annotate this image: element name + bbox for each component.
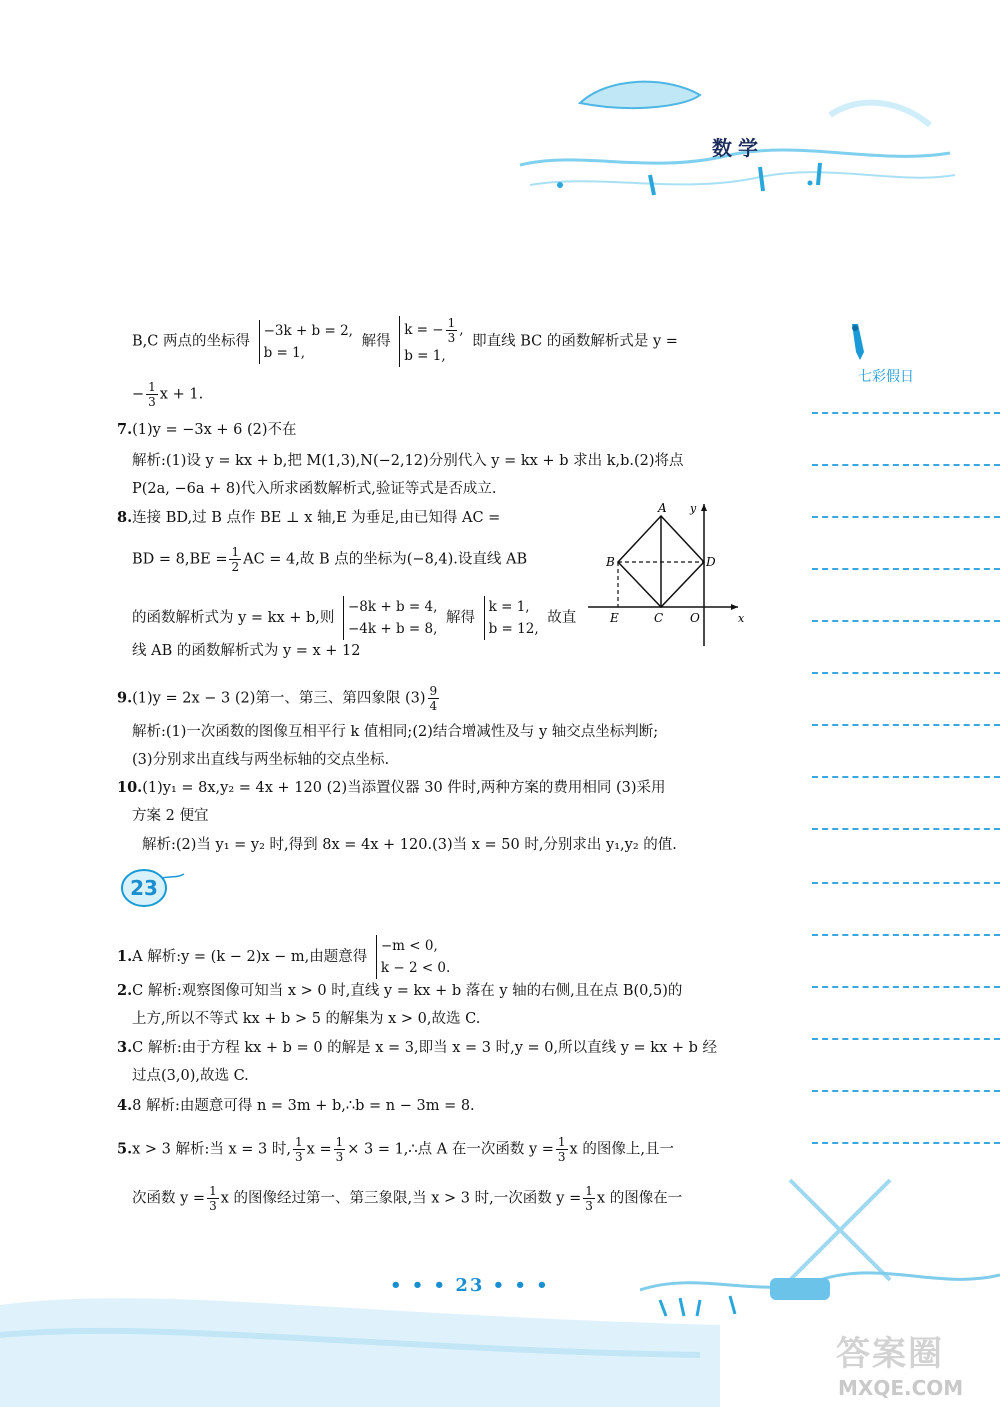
label-x: x (738, 612, 745, 625)
sidebar-label: 七彩假日 (858, 369, 914, 385)
section-number: 23 (130, 876, 158, 900)
pen-icon (846, 322, 870, 362)
answer-line: 线 AB 的函数解析式为 y = x + 12 (132, 643, 361, 659)
question-5: 5.x > 3 解析:当 x = 3 时, $\frac{1}{3}$ x = $\frac{1}{3}$ × 3 = 1,∴点 A 在一次函数 y = $\frac{1}{3}$ x 的图像上,且一 (117, 1135, 674, 1164)
question-4: 4.8 解析:由题意可得 n = 3m + b,∴b = n − 3m = 8. (117, 1097, 475, 1114)
label-e: E (610, 611, 619, 625)
label-a: A (658, 501, 667, 515)
note-line (812, 776, 1000, 778)
label-d: D (706, 555, 716, 569)
answer-line: P(2a, −6a + 8)代入所求函数解析式,验证等式是否成立. (132, 481, 497, 497)
note-line (812, 672, 1000, 674)
note-line (812, 568, 1000, 570)
answer-line: − $\frac{1}{3}$ x + 1. (132, 380, 204, 409)
note-line (812, 620, 1000, 622)
answer-line: BD = 8,BE = $\frac{1}{2}$ AC = 4,故 B 点的坐标为(−8,4).设直线 AB (132, 545, 528, 574)
page-number: • • • 23 • • • (390, 1275, 550, 1296)
watermark-url: MXQE.COM (838, 1376, 964, 1400)
note-line (812, 516, 1000, 518)
question-2: 2.C 解析:观察图像可知当 x > 0 时,直线 y = kx + b 落在 y 轴的右侧,且在点 B(0,5)的 (117, 982, 683, 999)
coordinate-figure (588, 500, 748, 650)
question-1: 1.A 解析:y = (k − 2)x − m,由题意得 −m < 0, k − 2 < 0. (117, 935, 454, 979)
note-line (812, 464, 1000, 466)
label-b: B (606, 555, 615, 569)
label-o: O (690, 611, 700, 625)
answer-line: 解析:(1)设 y = kx + b,把 M(1,3),N(−2,12)分别代入 y = kx + b 求出 k,b.(2)将点 (132, 453, 684, 469)
answer-line: 的函数解析式为 y = kx + b,则 −8k + b = 4, −4k + b = 8, 解得 k = 1, b = 12, 故直 (132, 596, 576, 640)
answer-line: 解析:(1)一次函数的图像互相平行 k 值相同;(2)结合增减性及与 y 轴交点坐标判断; (132, 724, 659, 740)
note-line (812, 724, 1000, 726)
note-line (812, 1142, 1000, 1144)
note-line (812, 412, 1000, 414)
label-y: y (690, 502, 697, 515)
answer-line: 次函数 y = $\frac{1}{3}$ x 的图像经过第一、第三象限,当 x > 3 时,一次函数 y = $\frac{1}{3}$ x 的图像在一 (132, 1184, 683, 1213)
question-8: 8.连接 BD,过 B 点作 BE ⊥ x 轴,E 为垂足,由已知得 AC = (117, 509, 501, 526)
question-7: 7.(1)y = −3x + 6 (2)不在 (117, 421, 297, 438)
note-line (812, 1090, 1000, 1092)
label-c: C (654, 611, 664, 625)
watermark-logo-text: 答案圈 (836, 1334, 944, 1374)
header-subject-label: 数学 (712, 136, 764, 160)
note-line (812, 934, 1000, 936)
answer-line: (3)分别求出直线与两坐标轴的交点坐标. (132, 752, 390, 768)
section-badge (118, 866, 186, 908)
answer-line: 上方,所以不等式 kx + b > 5 的解集为 x > 0,故选 C. (132, 1011, 481, 1027)
question-9: 9.(1)y = 2x − 3 (2)第一、第三、第四象限 (3) $\frac{9}{4}$ (117, 684, 438, 713)
note-line (812, 828, 1000, 830)
note-line (812, 1038, 1000, 1040)
footer-decoration (640, 1160, 1000, 1370)
answer-line: B,C 两点的坐标得 −3k + b = 2, b = 1, 解得 k = − $\frac{1}{3}$ , b = 1, 即直线 BC 的函数解析式是 y = (132, 316, 678, 367)
answer-line: 解析:(2)当 y₁ = y₂ 时,得到 8x = 4x + 120.(3)当 x = 50 时,分别求出 y₁,y₂ 的值. (142, 837, 677, 853)
note-line (812, 986, 1000, 988)
question-3: 3.C 解析:由于方程 kx + b = 0 的解是 x = 3,即当 x = 3 时,y = 0,所以直线 y = kx + b 经 (117, 1039, 718, 1056)
footer-wash (0, 1275, 720, 1407)
answer-line: 方案 2 便宜 (132, 808, 209, 824)
note-line (812, 882, 1000, 884)
question-10: 10.(1)y₁ = 8x,y₂ = 4x + 120 (2)当添置仪器 30 件时,两种方案的费用相同 (3)采用 (117, 779, 666, 796)
answer-line: 过点(3,0),故选 C. (132, 1068, 249, 1084)
